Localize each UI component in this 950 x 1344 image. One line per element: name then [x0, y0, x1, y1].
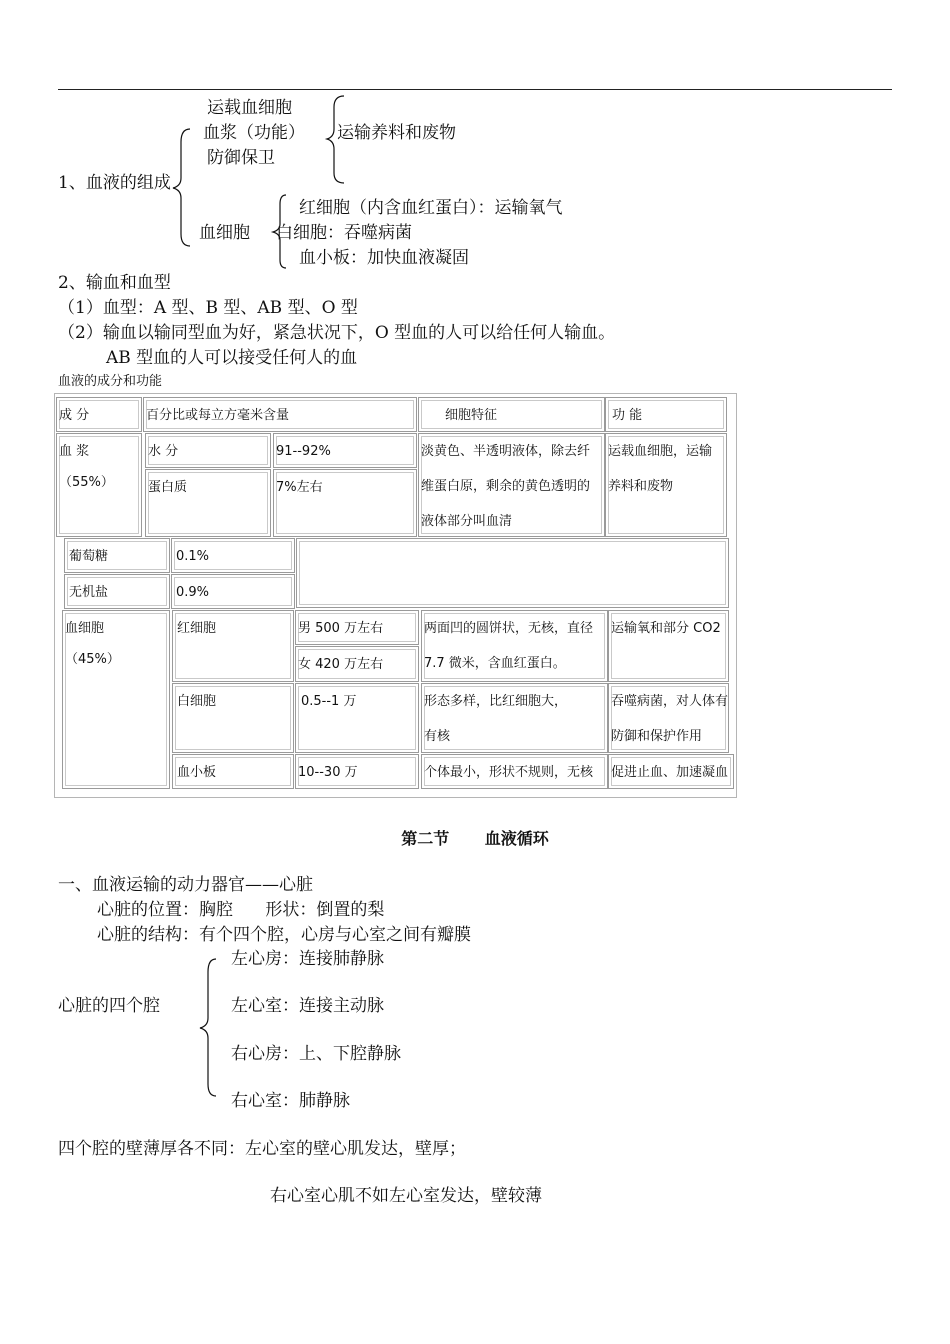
rbc-cell: 红细胞: [172, 610, 294, 682]
wbc-value: 0.5--1 万: [295, 683, 419, 753]
glucose-cell: 葡萄糖: [64, 538, 170, 573]
platelet-function: 促进止血、加速凝血: [608, 754, 734, 789]
wall-thickness-1: 四个腔的壁薄厚各不同：左心室的壁心肌发达，壁厚；: [58, 1139, 466, 1159]
transfusion-rule-2: AB 型血的人可以接受任何人的血: [106, 348, 358, 368]
blood-cells-percent: （45%）: [65, 652, 120, 667]
plasma-feature-line: 液体部分叫血清: [421, 514, 513, 529]
salt-value: 0.9%: [171, 574, 295, 609]
salt-cell: 无机盐: [64, 574, 170, 609]
protein-value: 7%左右: [273, 469, 417, 537]
platelet-text: 血小板：加快血液凝固: [299, 248, 469, 268]
platelet-value: 10--30 万: [295, 754, 419, 789]
blood-cells-text: 血细胞: [199, 223, 250, 243]
plasma-feature-line: 淡黄色、半透明液体，除去纤: [421, 444, 591, 459]
protein-cell: 蛋白质: [145, 469, 271, 537]
table-caption: 血液的成分和功能: [58, 374, 163, 389]
platelet-feature: 个体最小，形状不规则，无核: [421, 754, 608, 789]
left-atrium: 左心房：连接肺静脉: [231, 949, 384, 969]
wbc-function: [608, 683, 729, 753]
plasma-function-brace: [326, 95, 346, 185]
plasma-function-line: 养料和废物: [608, 479, 674, 494]
transfusion-rule-1: （2）输血以输同型血为好，紧急状况下，O 型血的人可以给任何人输血。: [58, 323, 616, 343]
wbc-feature: [421, 683, 608, 753]
header-rule: [58, 89, 892, 90]
wbc-text: 白细胞：吞噬病菌: [276, 223, 412, 243]
chambers-brace: [198, 958, 220, 1098]
wbc-function-line: 防御和保护作用: [611, 729, 703, 744]
wbc-feature-line: 形态多样，比红细胞大，: [424, 694, 568, 709]
glucose-value: 0.1%: [171, 538, 295, 573]
platelet-cell: 血小板: [172, 754, 294, 789]
right-atrium: 右心房：上、下腔静脉: [231, 1044, 401, 1064]
wbc-feature-line: 有核: [424, 729, 451, 744]
header-component: 成 分: [56, 397, 142, 432]
empty-cell: [296, 538, 729, 608]
blood-cells-cell: [62, 610, 170, 789]
wall-thickness-2: 右心室心肌不如左心室发达，壁较薄: [270, 1186, 542, 1206]
heart-position: 心脏的位置：胸腔 形状：倒置的梨: [97, 900, 385, 920]
rbc-feature: [421, 610, 608, 682]
rbc-female: 女 420 万左右: [295, 646, 419, 682]
transport-nutrients-text: 运输养料和废物: [337, 123, 456, 143]
plasma-text: 血浆（功能）: [203, 123, 305, 143]
header-feature: 细胞特征: [418, 397, 605, 432]
composition-title: 1、血液的组成: [58, 173, 171, 193]
transfusion-title: 2、输血和血型: [58, 273, 171, 293]
plasma-feature: [418, 433, 605, 537]
composition-brace: [172, 128, 192, 248]
plasma-function: [605, 433, 727, 537]
plasma-feature-line: 维蛋白原，剩余的黄色透明的: [421, 479, 591, 494]
wbc-function-line: 吞噬病菌，对人体有: [611, 694, 729, 709]
rbc-feature-line: 7.7 微米，含血红蛋白。: [424, 656, 566, 671]
plasma-function-line: 运载血细胞，运输: [608, 444, 713, 459]
right-ventricle: 右心室：肺静脉: [231, 1091, 350, 1111]
carry-cells-text: 运载血细胞: [207, 98, 292, 118]
section-heading: 第二节 血液循环: [401, 829, 549, 848]
plasma-cell: [56, 433, 142, 537]
heart-structure: 心脏的结构：有个四个腔，心房与心室之间有瓣膜: [97, 925, 471, 945]
wbc-cell: 白细胞: [172, 683, 294, 753]
water-value: 91--92%: [273, 433, 417, 468]
water-cell: 水 分: [145, 433, 271, 468]
left-ventricle: 左心室：连接主动脉: [231, 996, 384, 1016]
rbc-function: 运输氧和部分 CO2: [608, 610, 729, 682]
blood-cells-name: 血细胞: [65, 621, 105, 636]
rbc-male: 男 500 万左右: [295, 610, 419, 645]
plasma-name: 血 浆: [59, 444, 90, 459]
header-function: 功 能: [605, 397, 727, 432]
defense-text: 防御保卫: [207, 148, 275, 168]
rbc-feature-line: 两面凹的圆饼状，无核，直径: [424, 621, 594, 636]
header-percent: 百分比或每立方毫米含量: [143, 397, 417, 432]
chambers-label: 心脏的四个腔: [58, 996, 160, 1016]
heart-item-title: 一、血液运输的动力器官——心脏: [58, 875, 313, 895]
blood-cells-brace: [272, 194, 292, 270]
rbc-text: 红细胞（内含血红蛋白）：运输氧气: [299, 198, 563, 218]
blood-types: （1）血型：A 型、B 型、AB 型、O 型: [58, 298, 358, 318]
plasma-percent: （55%）: [59, 475, 114, 490]
